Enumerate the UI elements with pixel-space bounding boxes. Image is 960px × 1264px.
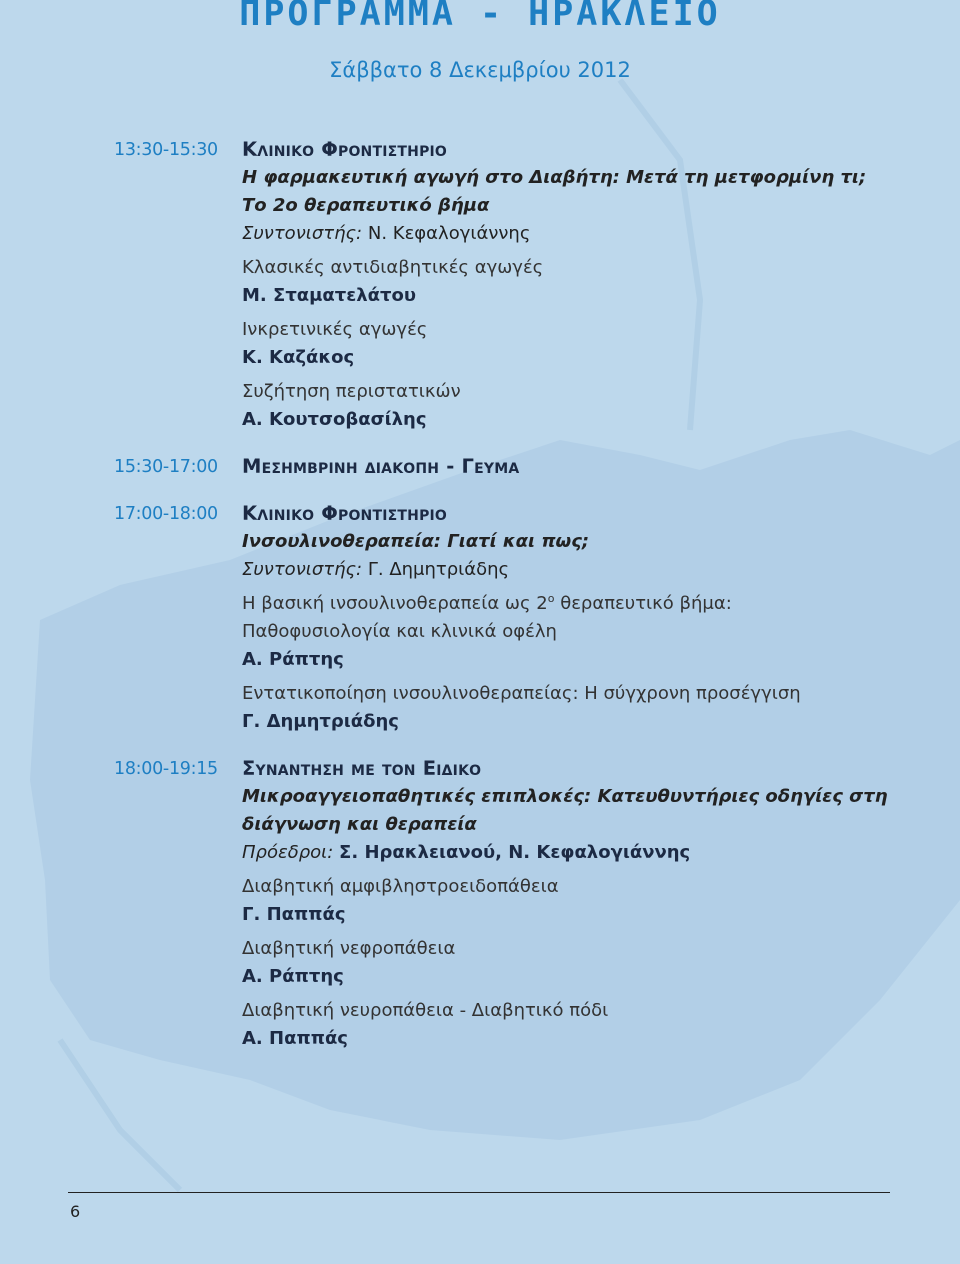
talk-speaker: Γ. Παππάς [242, 904, 346, 925]
talk-speaker: Κ. Καζάκος [242, 347, 355, 368]
talk-title: Διαβητική αμφιβληστροειδοπάθεια [242, 876, 559, 897]
talk-speaker: Α. Κουτσοβασίλης [242, 409, 427, 430]
chairs-label: Πρόεδροι: [242, 842, 334, 863]
footer-divider [68, 1192, 890, 1193]
talk-title-line2: Παθοφυσιολογία και κλινικά οφέλη [242, 621, 557, 642]
session-body [242, 755, 942, 1053]
talk-title: Η βασική ινσουλινοθεραπεία ως $2^o$ θεραπευτικό βήμα: [242, 592, 732, 614]
session-time: 17:00-18:00 [114, 504, 218, 524]
coordinator-name: Γ. Δημητριάδης [367, 559, 510, 580]
chairs [242, 839, 942, 867]
session-time: 15:30-17:00 [114, 457, 218, 477]
chairs-names: Σ. Ηρακλειανού, Ν. Κεφαλογιάννης [339, 842, 691, 863]
talk-speaker: Γ. Δημητριάδης [242, 711, 399, 732]
coordinator [242, 220, 942, 248]
coordinator [242, 556, 942, 584]
session-body [242, 500, 942, 736]
talk-speaker: Μ. Σταματελάτου [242, 285, 417, 306]
session-topic-line: διάγνωση και θεραπεία [242, 814, 477, 835]
coordinator-label: Συντονιστής: [242, 559, 363, 580]
session-heading: Μεσημβρινη διακοπη - Γευμα [242, 455, 520, 478]
talk-speaker: Α. Ράπτης [242, 966, 344, 987]
talk-title: Διαβητική νεφροπάθεια [242, 938, 456, 959]
session-topic-line: Το 2ο θεραπευτικό βήμα [242, 195, 490, 216]
talk-title: Εντατικοποίηση ινσουλινοθεραπείας: Η σύγχρονη προσέγγιση [242, 683, 801, 704]
talk-title: Διαβητική νευροπάθεια - Διαβητικό πόδι [242, 1000, 609, 1021]
talk-title: Συζήτηση περιστατικών [242, 381, 461, 402]
session-topic-line: Μικροαγγειοπαθητικές επιπλοκές: Κατευθυντήριες οδηγίες στη [242, 786, 888, 807]
session-heading: Συναντηση με τον Ειδικο [242, 757, 482, 780]
session-heading: Κλινικο Φροντιστηριο [242, 138, 448, 161]
session-heading: Κλινικο Φροντιστηριο [242, 502, 448, 525]
talk-title: Κλασικές αντιδιαβητικές αγωγές [242, 257, 544, 278]
coordinator-label: Συντονιστής: [242, 223, 363, 244]
session-body [242, 453, 942, 481]
session-time: 18:00-19:15 [114, 759, 218, 779]
program-date: Σάββατο 8 Δεκεμβρίου 2012 [329, 58, 631, 82]
session-time: 13:30-15:30 [114, 140, 218, 160]
session-topic-line: Η φαρμακευτική αγωγή στο Διαβήτη: Μετά τη μετφορμίνη τι; [242, 167, 867, 188]
session-body [242, 136, 942, 434]
session-topic-line: Ινσουλινοθεραπεία: Γιατί και πως; [242, 531, 590, 552]
talk-speaker: Α. Παππάς [242, 1028, 348, 1049]
page-number: 6 [70, 1202, 81, 1221]
talk-speaker: Α. Ράπτης [242, 649, 344, 670]
talk-title: Ινκρετινικές αγωγές [242, 319, 428, 340]
page-title: ΠΡΟΓΡΑΜΜΑ - ΗΡΑΚΛΕΙΟ [239, 0, 721, 34]
coordinator-name: Ν. Κεφαλογιάννης [367, 223, 531, 244]
